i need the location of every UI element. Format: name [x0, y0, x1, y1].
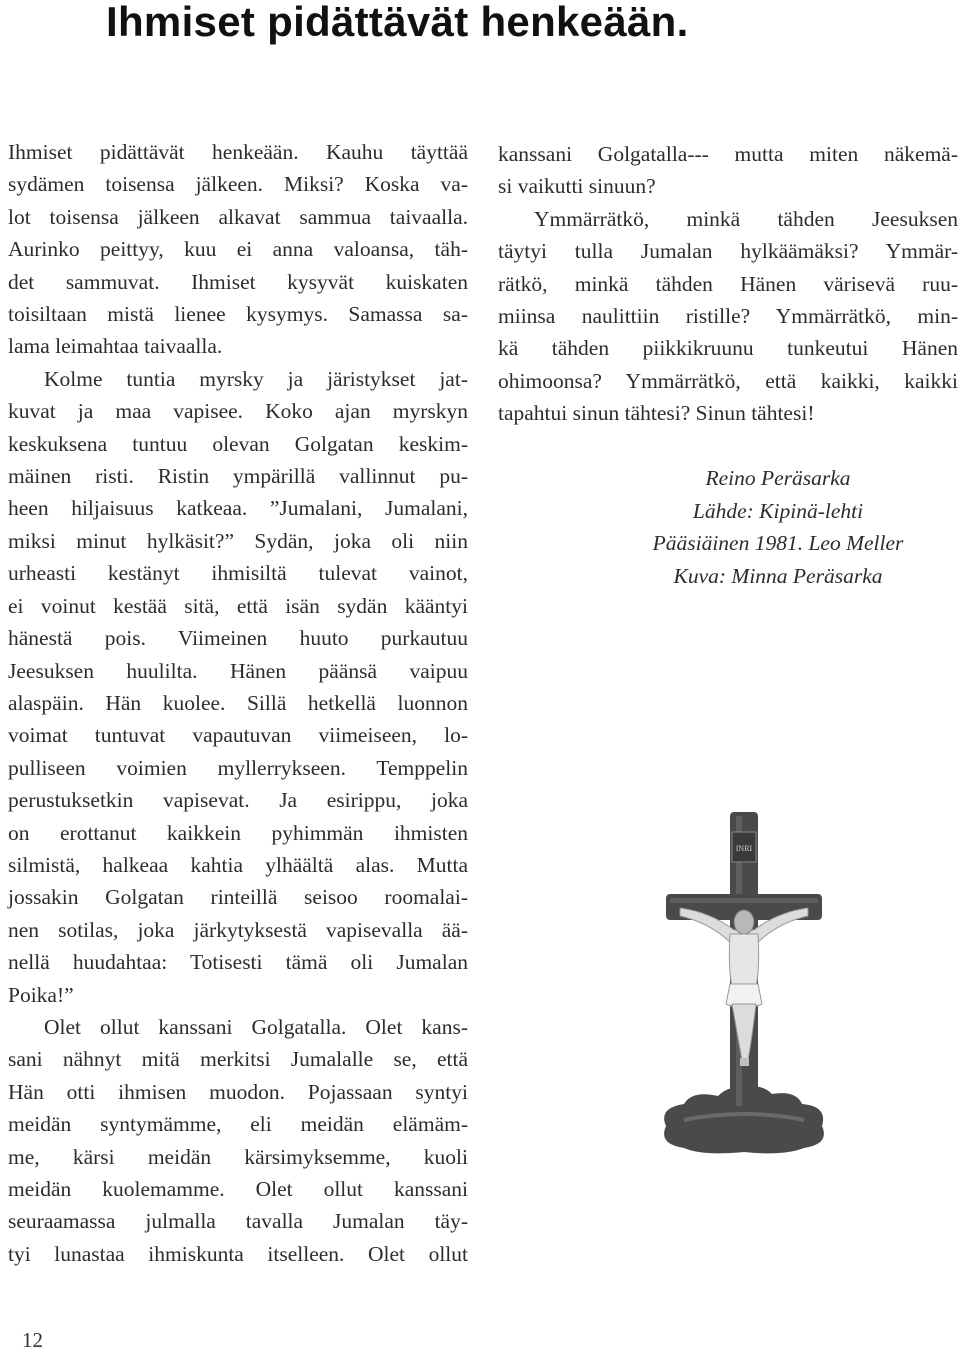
article-left-column: [8, 136, 468, 1270]
text-line: Aurinko peittyy, kuu ei anna valoansa, täh-: [8, 237, 468, 262]
text-line: mäinen risti. Ristin ympärillä vallinnut pu-: [8, 464, 468, 489]
credit-issue: Pääsiäinen 1981. Leo Meller: [652, 531, 904, 555]
page-number: 12: [22, 1328, 43, 1352]
text-line: täytyi tulla Jumalan hylkäämäksi? Ymmär-: [498, 239, 958, 264]
text-line: keskuksena tuntuu olevan Golgatan keskim-: [8, 431, 468, 456]
text-line: on erottanut kaikkein pyhimmän ihmisten: [8, 820, 468, 845]
article-right-column: [498, 138, 958, 430]
text-line: det sammuvat. Ihmiset kysyvät kuiskaten: [8, 269, 468, 294]
text-line: Ihmiset pidättävät henkeään. Kauhu täyttää: [8, 140, 468, 164]
text-line: urheasti kestänyt ihmisiltä tulevat vainot,: [8, 561, 468, 586]
text-line: kanssani Golgatalla--- mutta miten näkemä-: [498, 142, 958, 166]
text-line: ei voinut kestää sitä, että isän sydän kääntyi: [8, 593, 468, 618]
text-line: lot toisensa jälkeen alkavat sammua taivaalla.: [8, 204, 468, 229]
text-line: alaspäin. Hän kuolee. Sillä hetkellä luonnon: [8, 690, 468, 715]
text-line: Jeesuksen huulilta. Hänen päänsä vaipuu: [8, 658, 468, 683]
text-line: voimat tuntuvat vapautuvan viimeiseen, lo-: [8, 723, 468, 748]
cross-plaque-text: INRI: [735, 844, 753, 853]
text-line: kuvat ja maa vapisee. Koko ajan myrskyn: [8, 399, 468, 424]
text-line: hänestä pois. Viimeinen huuto purkautuu: [8, 626, 468, 651]
text-line: jossakin Golgatan rinteillä seisoo roomalai-: [8, 885, 468, 910]
text-line: nellä huudahtaa: Totisesti tämä oli Jumalan: [8, 950, 468, 975]
text-line: kä tähden piikkikruunu tunkeutui Hänen: [498, 336, 958, 361]
text-line: Kolme tuntia myrsky ja järistykset jat-: [44, 366, 468, 391]
text-line: Ymmärrätkö, minkä tähden Jeesuksen: [534, 206, 958, 231]
text-line: me, kärsi meidän kärsimyksemme, kuoli: [8, 1144, 468, 1169]
text-line: heen hiljaisuus katkeaa. ”Jumalani, Jumalani,: [8, 496, 468, 521]
text-line: toisiltaan mistä lienee kysymys. Samassa sa-: [8, 302, 468, 327]
text-line: meidän kuolemamme. Olet ollut kanssani: [8, 1177, 468, 1201]
text-line: perustuksetkin vapisevat. Ja esirippu, joka: [8, 788, 468, 813]
crucifix-image: [644, 808, 844, 1158]
text-line: sani nähnyt mitä merkitsi Jumalalle se, että: [8, 1047, 468, 1072]
text-line: miinsa naulittiin ristille? Ymmärrätkö, min-: [498, 304, 958, 329]
credit-author: Reino Peräsarka: [705, 466, 851, 490]
text-line: Olet ollut kanssani Golgatalla. Olet kans-: [44, 1014, 468, 1039]
credit-photo: Kuva: Minna Peräsarka: [673, 563, 883, 588]
text-line: Poika!”: [8, 982, 74, 1007]
text-line: sydämen toisensa jälkeen. Miksi? Koska va-: [8, 172, 468, 197]
text-line: meidän syntymämme, eli meidän elämäm-: [8, 1112, 468, 1137]
text-line: rätkö, minkä tähden Hänen värisevä ruu-: [498, 271, 958, 296]
text-line: pulliseen voimien myllerrykseen. Temppelin: [8, 755, 468, 780]
text-line: tapahtui sinun tähtesi? Sinun tähtesi!: [498, 401, 815, 426]
credit-source: Lähde: Kipinä-lehti: [692, 498, 864, 523]
text-line: Hän otti ihmisen muodon. Pojassaan syntyi: [8, 1079, 468, 1104]
text-line: si vaikutti sinuun?: [498, 174, 656, 199]
text-line: ohimoonsa? Ymmärrätkö, että kaikki, kaikki: [498, 368, 958, 393]
text-line: seuraamassa julmalla tavalla Jumalan täy-: [8, 1209, 468, 1234]
text-line: silmistä, halkeaa kahtia ylhäältä alas. Mutta: [8, 852, 468, 877]
text-line: miksi minut hylkäsit?” Sydän, joka oli niin: [8, 528, 468, 553]
credits-block: [598, 462, 958, 592]
page-title: Ihmiset pidättävät henkeään.: [106, 0, 689, 45]
text-line: nen sotilas, joka järkytyksestä vapisevalla ää-: [8, 917, 468, 942]
text-line: tyi lunastaa ihmiskunta itselleen. Olet ollut: [8, 1241, 468, 1266]
text-line: lama leimahtaa taivaalla.: [8, 334, 223, 359]
